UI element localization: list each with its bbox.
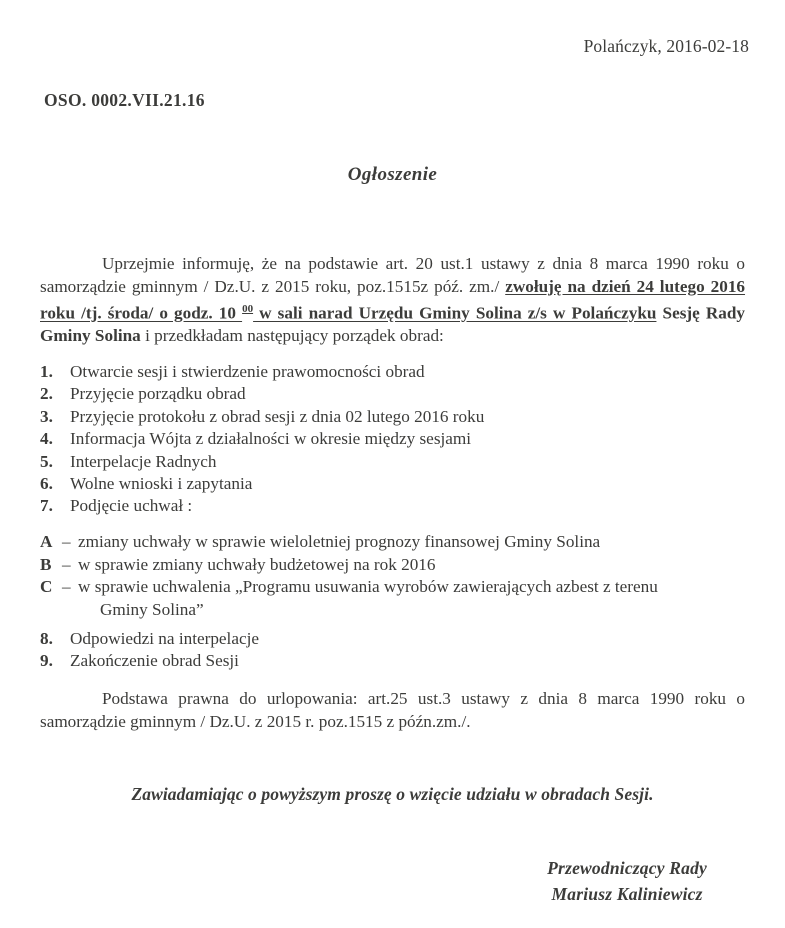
- subitem-dash: –: [62, 577, 71, 597]
- agenda-item-label: Podjęcie uchwał :: [70, 496, 193, 516]
- signature-role: Przewodniczący Rady: [547, 858, 707, 878]
- resolution-subitem: [40, 576, 740, 621]
- agenda-item: [40, 628, 740, 650]
- subitem-dash: –: [62, 532, 71, 551]
- agenda-item: [40, 473, 740, 495]
- agenda-list: [40, 361, 740, 518]
- page-title: Ogłoszenie: [347, 164, 438, 185]
- agenda-item: [40, 428, 740, 450]
- agenda-item-number: 8.: [40, 629, 53, 648]
- agenda-item: [40, 495, 740, 517]
- reference-number: OSO. 0002.VII.21.16: [44, 90, 205, 110]
- legal-basis-text: Podstawa prawna do urlopowania: art.25 ust.3 ustawy z dnia 8 marca 1990 roku o samorządzie gminnym / Dz.U. z 2015 r. poz.1515 z późn.zm./.: [40, 689, 745, 731]
- agenda-item: [40, 383, 740, 405]
- subitem-label-line1: w sprawie uchwalenia „Programu usuwania wyrobów zawierających azbest z terenu: [78, 577, 658, 597]
- agenda-item: [40, 650, 740, 672]
- subitem-label: w sprawie zmiany uchwały budżetowej na rok 2016: [78, 554, 436, 574]
- agenda-item: [40, 451, 740, 473]
- agenda-item-number: 2.: [40, 384, 53, 404]
- agenda-item-number: 9.: [40, 651, 53, 671]
- subitem-label: zmiany uchwały w sprawie wieloletniej prognozy finansowej Gminy Solina: [78, 532, 601, 551]
- intro-time-superscript: 00: [242, 303, 254, 315]
- agenda-item-number: 1.: [40, 362, 53, 381]
- agenda-item-number: 6.: [40, 474, 53, 494]
- closing-note: Zawiadamiając o powyższym proszę o wzięcie udziału w obradach Sesji.: [131, 784, 654, 804]
- agenda-item-label: Interpelacje Radnych: [70, 451, 217, 471]
- agenda-item: [40, 361, 740, 383]
- agenda-item-label: Otwarcie sesji i stwierdzenie prawomocności obrad: [70, 362, 425, 381]
- agenda-item-label: Zakończenie obrad Sesji: [70, 651, 239, 671]
- signature-name: Mariusz Kaliniewicz: [551, 884, 703, 904]
- agenda-item-number: 5.: [40, 451, 53, 471]
- intro-session-bold: Sesję Rady Gminy Solina: [40, 303, 746, 346]
- agenda-item-number: 7.: [40, 496, 53, 516]
- legal-basis-paragraph: [40, 688, 745, 733]
- agenda-item-label: Przyjęcie protokołu z obrad sesji z dnia 02 lutego 2016 roku: [70, 406, 485, 426]
- agenda-list-tail: [40, 628, 740, 673]
- agenda-item-number: 3.: [40, 406, 53, 426]
- intro-emphasis-first: zwołuję na dzień 24 lutego 2016 roku /tj. środa/ o godz. 10: [40, 276, 746, 323]
- agenda-item-number: 4.: [40, 429, 53, 449]
- subitem-dash: –: [62, 554, 71, 574]
- agenda-item-label: Informacja Wójta z działalności w okresie między sesjami: [70, 429, 472, 449]
- signature-block: [547, 855, 707, 907]
- intro-emphasis-second: w sali narad Urzędu Gminy Solina z/s w Polańczyku: [253, 303, 657, 323]
- subitem-letter: A: [40, 532, 53, 551]
- agenda-item-label: Wolne wnioski i zapytania: [70, 474, 253, 494]
- subitem-label-line2: Gminy Solina”: [100, 599, 204, 619]
- subitem-letter: B: [40, 554, 52, 574]
- agenda-item-label: Przyjęcie porządku obrad: [70, 384, 246, 404]
- subitem-letter: C: [40, 577, 53, 597]
- agenda-item: [40, 406, 740, 428]
- resolution-subitem: [40, 531, 740, 554]
- agenda-item-label: Odpowiedzi na interpelacje: [70, 629, 259, 648]
- date-line: Polańczyk, 2016-02-18: [583, 36, 749, 56]
- intro-text-part2: i przedkładam następujący porządek obrad:: [140, 326, 444, 346]
- resolution-subitem: [40, 554, 740, 577]
- intro-text-part1: Uprzejmie informuję, że na podstawie art. 20 ust.1 ustawy z dnia 8 marca 1990 roku o samorządzie gminnym / Dz.U. z 2015 roku, poz.1515z póź. zm./: [40, 254, 745, 296]
- intro-paragraph: [40, 253, 745, 348]
- subitem-label: [78, 576, 740, 621]
- resolution-subitems: [40, 531, 740, 621]
